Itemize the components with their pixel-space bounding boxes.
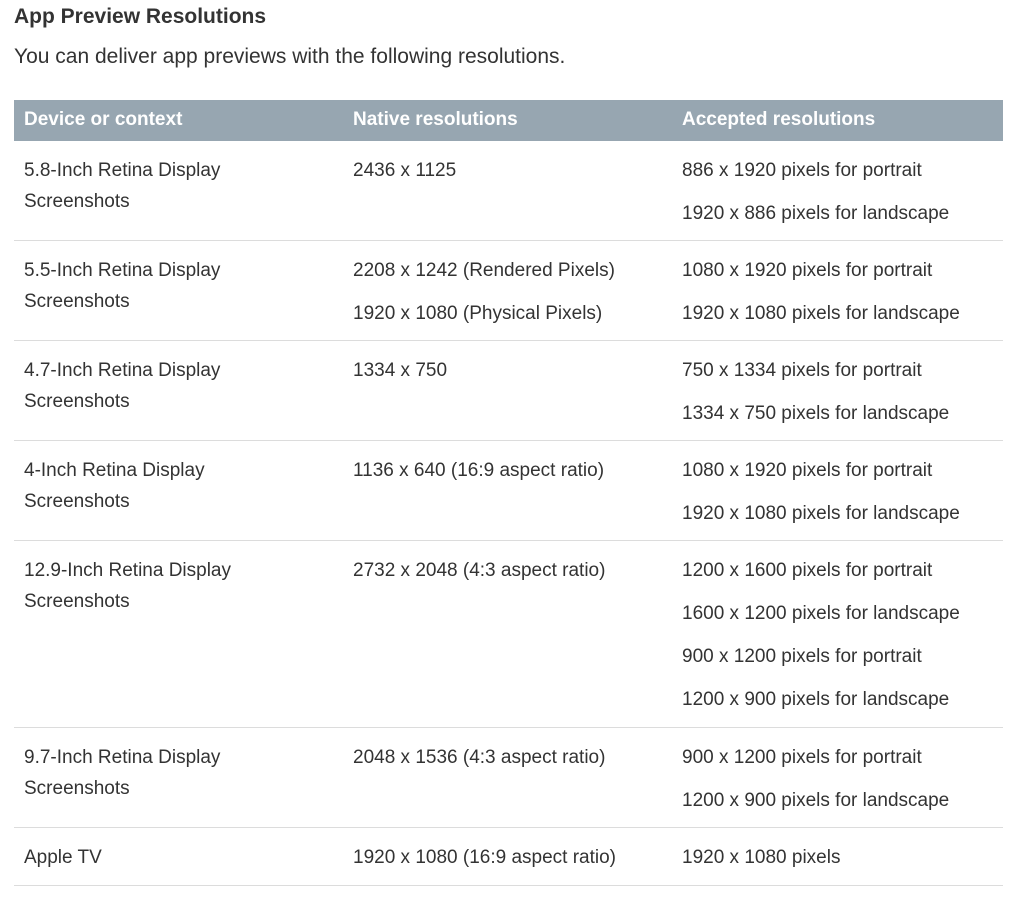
- accepted-line: 1200 x 1600 pixels for portrait: [682, 560, 933, 581]
- device-cell: [24, 742, 324, 804]
- accepted-line: 1920 x 1080 pixels for landscape: [682, 303, 960, 324]
- accepted-line: 900 x 1200 pixels for portrait: [682, 747, 922, 768]
- device-line: 4.7-Inch Retina Display: [24, 360, 221, 381]
- native-cell: [353, 555, 673, 598]
- accepted-line: 750 x 1334 pixels for portrait: [682, 360, 922, 381]
- native-line: 1920 x 1080 (Physical Pixels): [353, 303, 603, 324]
- device-line: Screenshots: [24, 491, 130, 512]
- accepted-cell: [682, 355, 1002, 441]
- device-cell: [24, 842, 324, 873]
- native-line: 2048 x 1536 (4:3 aspect ratio): [353, 747, 606, 768]
- device-line: 5.5-Inch Retina Display: [24, 260, 221, 281]
- accepted-line: 1600 x 1200 pixels for landscape: [682, 603, 960, 624]
- page-title: App Preview Resolutions: [14, 5, 267, 28]
- accepted-line: 1920 x 1080 pixels: [682, 847, 841, 868]
- accepted-line: 1200 x 900 pixels for landscape: [682, 790, 950, 811]
- accepted-cell: [682, 455, 1002, 541]
- accepted-line: 1920 x 1080 pixels for landscape: [682, 503, 960, 524]
- native-line: 2732 x 2048 (4:3 aspect ratio): [353, 560, 606, 581]
- accepted-cell: [682, 155, 1002, 241]
- device-line: 5.8-Inch Retina Display: [24, 160, 221, 181]
- table-header: [14, 100, 1003, 141]
- native-line: 2436 x 1125: [353, 160, 457, 181]
- accepted-cell: [682, 555, 1002, 727]
- accepted-line: 1920 x 886 pixels for landscape: [682, 203, 950, 224]
- accepted-line: 900 x 1200 pixels for portrait: [682, 646, 922, 667]
- device-cell: [24, 455, 324, 517]
- device-line: Screenshots: [24, 591, 130, 612]
- device-line: Screenshots: [24, 291, 130, 312]
- device-line: Screenshots: [24, 778, 130, 799]
- device-cell: [24, 155, 324, 217]
- native-line: 1920 x 1080 (16:9 aspect ratio): [353, 847, 617, 868]
- device-cell: [24, 555, 324, 617]
- device-line: Screenshots: [24, 391, 130, 412]
- device-line: Screenshots: [24, 191, 130, 212]
- table-row: [14, 728, 1003, 828]
- native-cell: [353, 155, 673, 198]
- native-line: 1334 x 750: [353, 360, 448, 381]
- header-device: Device or context: [24, 109, 183, 130]
- table-row: [14, 541, 1003, 728]
- accepted-line: 1080 x 1920 pixels for portrait: [682, 460, 933, 481]
- page-subtitle: You can deliver app previews with the following resolutions.: [14, 45, 566, 68]
- header-accepted: Accepted resolutions: [682, 109, 876, 130]
- accepted-line: 886 x 1920 pixels for portrait: [682, 160, 922, 181]
- table-row: [14, 241, 1003, 341]
- table-row: [14, 828, 1003, 886]
- native-cell: [353, 842, 673, 885]
- accepted-cell: [682, 255, 1002, 341]
- header-native: Native resolutions: [353, 109, 518, 130]
- table-row: [14, 341, 1003, 441]
- resolutions-table: [14, 100, 1003, 886]
- native-line: 1136 x 640 (16:9 aspect ratio): [353, 460, 605, 481]
- table-row: [14, 141, 1003, 241]
- native-line: 2208 x 1242 (Rendered Pixels): [353, 260, 615, 281]
- device-line: 9.7-Inch Retina Display: [24, 747, 221, 768]
- accepted-line: 1200 x 900 pixels for landscape: [682, 689, 950, 710]
- device-line: 12.9-Inch Retina Display: [24, 560, 231, 581]
- accepted-cell: [682, 842, 1002, 885]
- device-cell: [24, 255, 324, 317]
- accepted-cell: [682, 742, 1002, 828]
- accepted-line: 1080 x 1920 pixels for portrait: [682, 260, 933, 281]
- device-line: Apple TV: [24, 847, 102, 868]
- device-cell: [24, 355, 324, 417]
- native-cell: [353, 742, 673, 785]
- table-row: [14, 441, 1003, 541]
- native-cell: [353, 455, 673, 498]
- device-line: 4-Inch Retina Display: [24, 460, 205, 481]
- accepted-line: 1334 x 750 pixels for landscape: [682, 403, 950, 424]
- native-cell: [353, 255, 673, 341]
- native-cell: [353, 355, 673, 398]
